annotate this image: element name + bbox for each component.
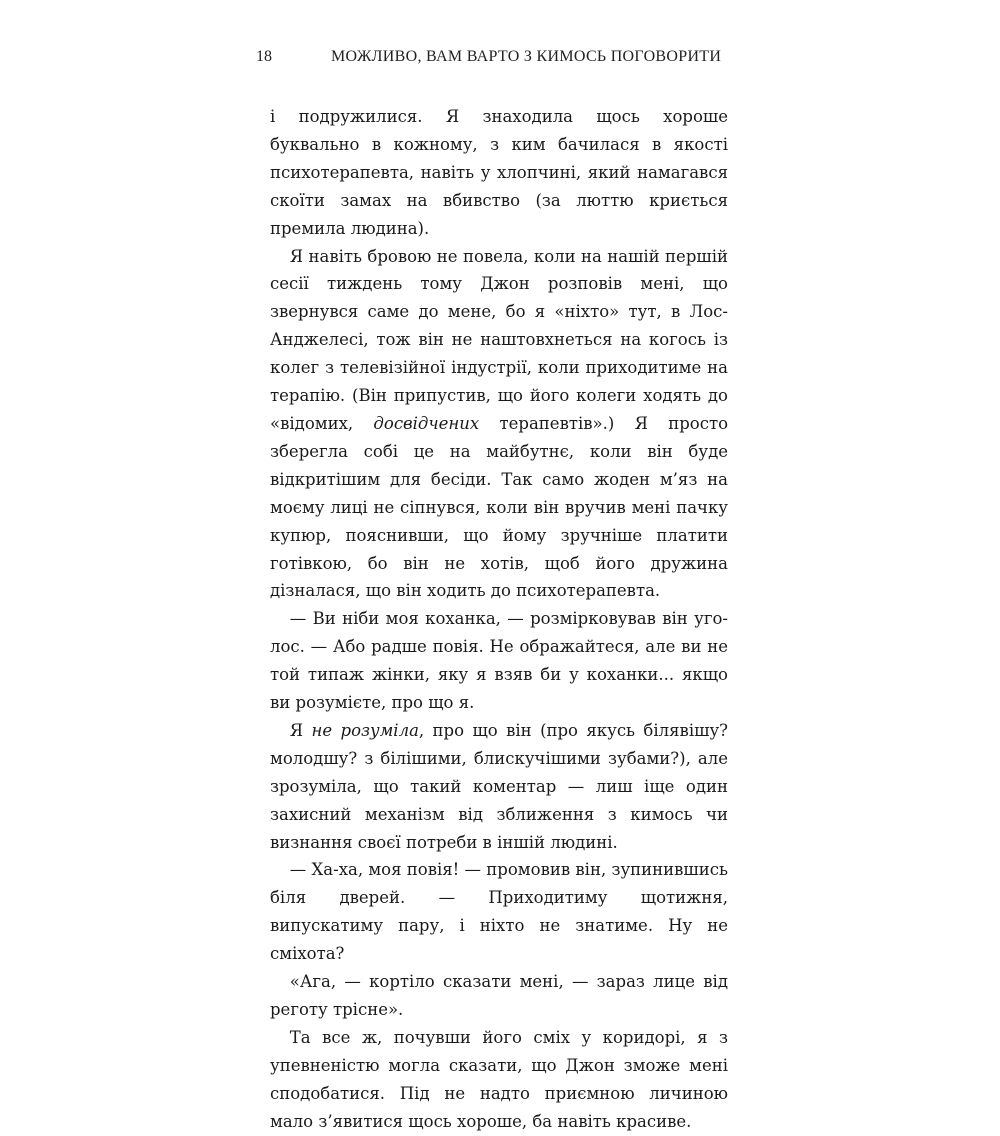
- running-title: МОЖЛИВО, ВАМ ВАРТО З КИМОСЬ ПОГОВОРИТИ: [331, 48, 722, 65]
- paragraph: [270, 856, 728, 968]
- paragraph-text: «Ага, — кортіло сказати мені, — зараз лице від реготу трісне».: [270, 972, 728, 1019]
- paragraph-text: — Ха-ха, моя повія! — промовив він, зупинившись біля дверей. — Приходитиму щотижня, випускатиму пару, і ніхто не знатиме. Ну не сміхота?: [270, 860, 728, 964]
- italic-text: досвідчених: [373, 413, 480, 433]
- paragraph-text: і подружилися. Я знаходила щось хороше буквально в кожному, з ким бачилася в якості психотерапевта, навіть у хлопчині, який намагався скоїти замах на вбивство (за люттю криється премила людина).: [270, 107, 728, 238]
- paragraph: [270, 1024, 728, 1136]
- paragraph-text: — Ви ніби моя коханка, — розмірковував він уголос. — Або радше повія. Не ображайтеся, але ви не той типаж жінки, яку я взяв би у коханки... якщо ви розумієте, про що я.: [270, 609, 728, 713]
- paragraph-text: Та все ж, почувши його сміх у коридорі, я з упевненістю могла сказати, що Джон зможе мені сподобатися. Під не надто приємною личиною мало з’явитися щось хороше, ба навіть красиве.: [270, 1027, 728, 1131]
- paragraph: [270, 968, 728, 1024]
- paragraph: [270, 717, 728, 857]
- italic-text: не розуміла: [311, 720, 419, 740]
- paragraph: [270, 605, 728, 717]
- running-header: [256, 45, 726, 69]
- paragraph: [270, 243, 728, 606]
- paragraph-text: , про що він (про якусь білявішу? молодшу? з білішими, блискучішими зубами?), але зрозуміла, що такий коментар — лиш іще один захисний механізм від зближення з кимось чи визнання своєї потреби в іншій людині.: [270, 720, 728, 852]
- body-text: [270, 103, 728, 1136]
- paragraph-text: терапевтів».) Я просто зберегла собі це на майбутнє, коли він буде відкритішим для бесіди. Так само жоден м’яз на моєму лиці не сіпнувся, коли він вручив мені пачку купюр, пояснивши, що йому зручніше платити готівкою, бо він не хотів, щоб його дружина дізналася, що він ходить до психотерапевта.: [270, 413, 728, 601]
- paragraph-text: Я: [289, 720, 312, 740]
- page-number: 18: [256, 48, 272, 65]
- paragraph-text: Я навіть бровою не повела, коли на нашій першій сесії тиждень тому Джон розповів мені, що звернувся саме до мене, бо я «ніхто» тут, в Лос-Анджелесі, тож він не наштовхнеться на когось із колег з телевізійної індустрії, коли приходитиме на терапію. (Він припустив, що його колеги ходять до «відомих,: [270, 246, 728, 433]
- paragraph: [270, 103, 728, 243]
